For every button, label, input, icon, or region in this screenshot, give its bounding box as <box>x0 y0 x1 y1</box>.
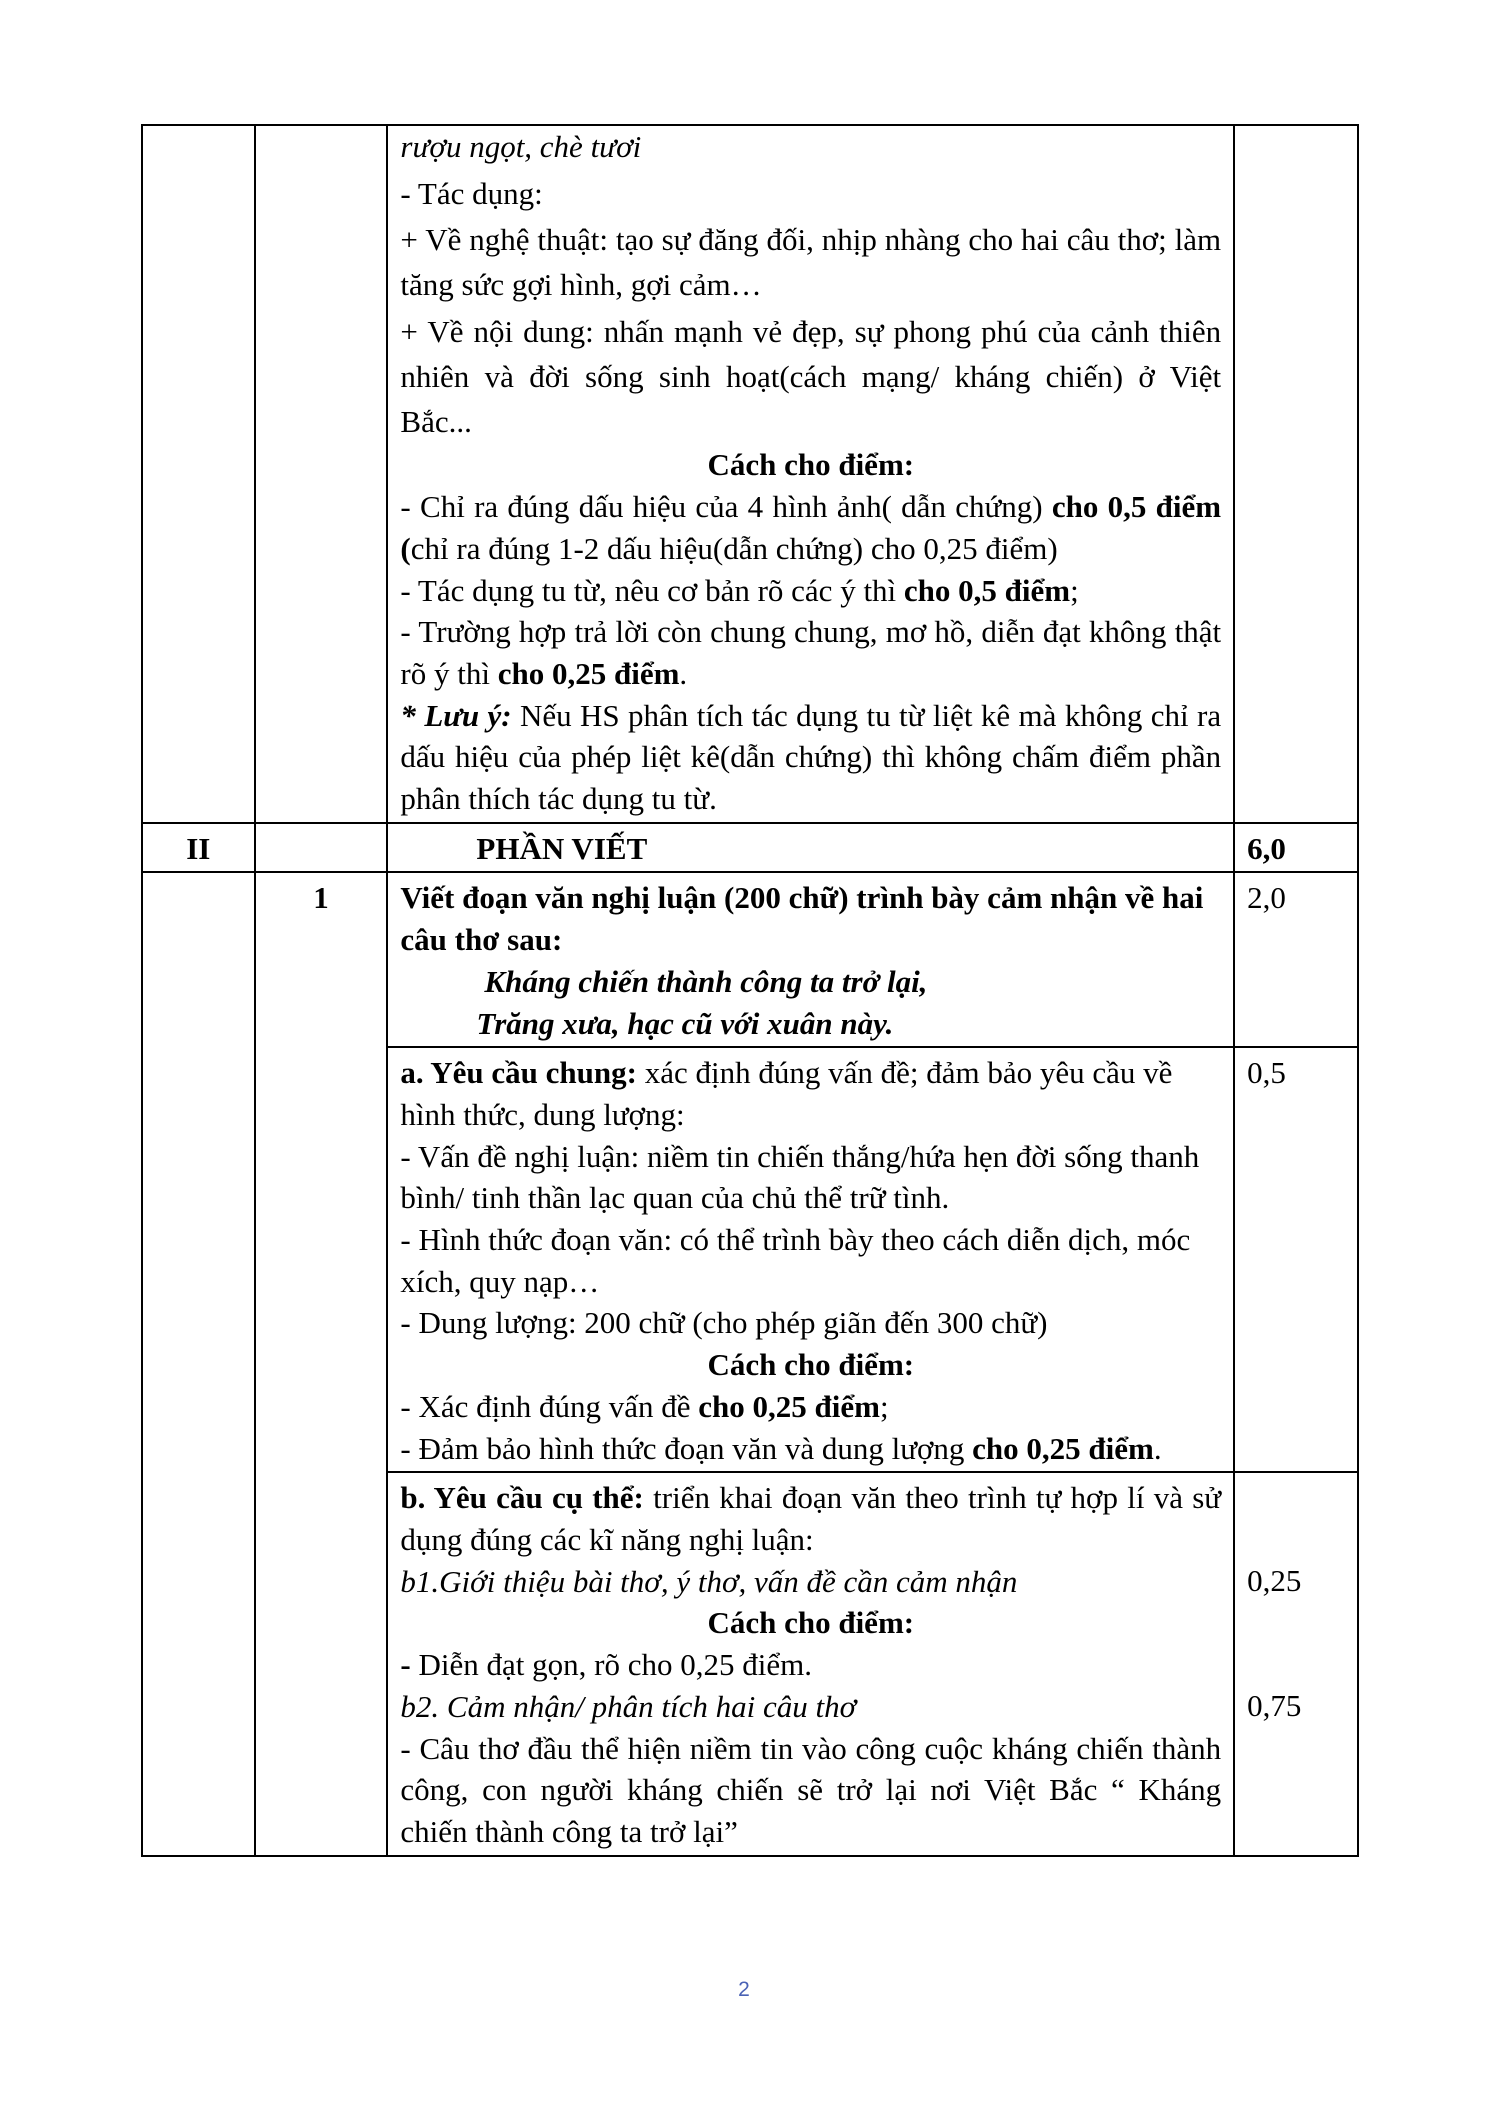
part-a-label: a. Yêu cầu chung: <box>400 1055 637 1091</box>
section-score: 6,0 <box>1234 823 1358 873</box>
scoring-line: - Xác định đúng vấn đề cho 0,25 điểm; <box>400 1388 889 1424</box>
scoring-title: Cách cho điểm: <box>707 447 915 483</box>
empty-cell <box>255 125 388 823</box>
section-title: PHẦN VIẾT <box>387 823 1234 873</box>
answer-key-table <box>141 124 1359 1857</box>
part-a-score: 0,5 <box>1234 1047 1358 1472</box>
question-score: 2,0 <box>1234 872 1358 1047</box>
b1-score: 0,25 <box>1247 1563 1302 1599</box>
question-number: 1 <box>255 872 388 1855</box>
scoring-title: Cách cho điểm: <box>707 1347 915 1383</box>
question-row <box>142 872 1358 1047</box>
section-roman: II <box>142 823 255 873</box>
empty-cell <box>255 823 388 873</box>
scoring-line: - Trường hợp trả lời còn chung chung, mơ hồ, diễn đạt không thật rõ ý thì cho 0,25 điểm. <box>400 614 1222 691</box>
part-b-label: b. Yêu cầu cụ thể: <box>400 1480 644 1516</box>
scoring-line: - Diễn đạt gọn, rõ cho 0,25 điểm. <box>400 1647 812 1683</box>
part-a-content <box>387 1047 1234 1472</box>
section-header-row <box>142 823 1358 873</box>
empty-cell <box>142 125 255 823</box>
poem-line: Trăng xưa, hạc cũ với xuân này. <box>476 1005 894 1041</box>
empty-cell <box>142 872 255 1855</box>
scoring-line: - Đảm bảo hình thức đoạn văn và dung lượng cho 0,25 điểm. <box>400 1430 1162 1466</box>
content-line: - Tác dụng: <box>400 175 543 211</box>
b2-score: 0,75 <box>1247 1687 1302 1723</box>
note: * Lưu ý: Nếu HS phân tích tác dụng tu từ liệt kê mà không chỉ ra dấu hiệu của phép liệt kê(dẫn chứng) thì không chấm điểm phần phân thích tác dụng tu từ. <box>400 697 1222 817</box>
note-label: * Lưu ý: <box>400 697 512 733</box>
content-line: + Về nghệ thuật: tạo sự đăng đối, nhịp nhàng cho hai câu thơ; làm tăng sức gợi hình, gợi cảm… <box>400 222 1222 303</box>
empty-cell <box>1234 125 1358 823</box>
content-line: - Dung lượng: 200 chữ (cho phép giãn đến 300 chữ) <box>400 1305 1048 1341</box>
scoring-line: - Tác dụng tu từ, nêu cơ bản rõ các ý thì cho 0,5 điểm; <box>400 572 1079 608</box>
content-line: - Câu thơ đầu thể hiện niềm tin vào công cuộc kháng chiến thành công, con người kháng chiến sẽ trở lại nơi Việt Bắc “ Kháng chiến thành công ta trở lại” <box>400 1730 1222 1849</box>
content-line: + Về nội dung: nhấn mạnh vẻ đẹp, sự phong phú của cảnh thiên nhiên và đời sống sinh hoạt(cách mạng/ kháng chiến) ở Việt Bắc... <box>400 314 1222 440</box>
content-line: - Hình thức đoạn văn: có thể trình bày theo cách diễn dịch, móc xích, quy nạp… <box>400 1222 1191 1299</box>
answer-content <box>387 125 1234 823</box>
sub-item-b2: b2. Cảm nhận/ phân tích hai câu thơ <box>400 1688 857 1724</box>
part-b-intro: b. Yêu cầu cụ thể: triển khai đoạn văn theo trình tự hợp lí và sử dụng đúng các kĩ năng nghị luận: <box>400 1480 1222 1557</box>
scoring-line: - Chỉ ra đúng dấu hiệu của 4 hình ảnh( dẫn chứng) cho 0,5 điểm (chỉ ra đúng 1-2 dấu hiệu(dẫn chứng) cho 0,25 điểm) <box>400 489 1222 566</box>
part-b-scores <box>1234 1472 1358 1855</box>
question-prompt: Viết đoạn văn nghị luận (200 chữ) trình bày cảm nhận về hai câu thơ sau: <box>400 880 1204 958</box>
part-a-intro: a. Yêu cầu chung: xác định đúng vấn đề; đảm bảo yêu cầu về hình thức, dung lượng: <box>400 1055 1173 1132</box>
table-row <box>142 125 1358 823</box>
part-b-content <box>387 1472 1234 1855</box>
page-number: 2 <box>738 1978 750 2001</box>
poem-line: Kháng chiến thành công ta trở lại, <box>484 963 928 999</box>
question-cell <box>387 872 1234 1047</box>
scoring-title: Cách cho điểm: <box>707 1605 915 1641</box>
content-line: rượu ngọt, chè tươi <box>400 129 642 164</box>
content-line: - Vấn đề nghị luận: niềm tin chiến thắng/hứa hẹn đời sống thanh bình/ tinh thần lạc quan của chủ thể trữ tình. <box>400 1138 1200 1216</box>
sub-item-b1: b1.Giới thiệu bài thơ, ý thơ, vấn đề cần cảm nhận <box>400 1563 1018 1599</box>
